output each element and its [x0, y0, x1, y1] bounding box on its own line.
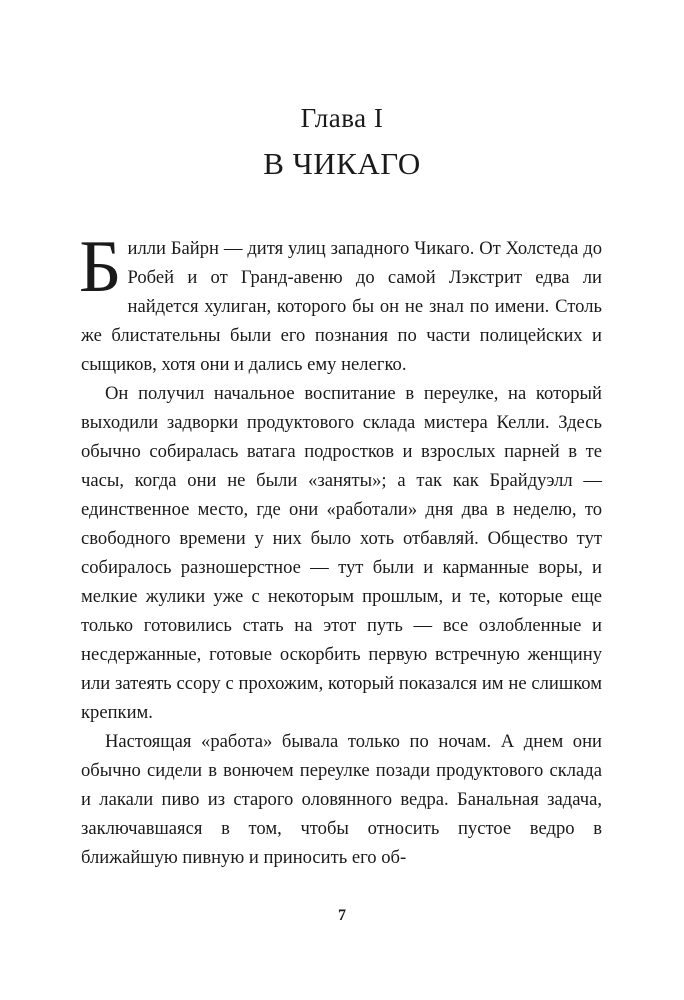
chapter-text: [79, 226, 602, 872]
page-number: 7: [338, 907, 346, 924]
drop-cap: Б: [79, 226, 122, 308]
paragraph-1-text: илли Байрн — дитя улиц западного Чикаго. От Холстеда до Робей и от Гранд-авеню до самой Лэкстрит едва ли найдется хулиган, которого бы он не знал по имени. Столь же блистательны были его познания по части полицейских и сыщиков, хотя они и дались ему нелегко.: [81, 238, 602, 375]
paragraph-2: Он получил начальное воспитание в переулке, на который выходили задворки продуктового склада мистера Келли. Здесь обычно собиралась ватага подростков и взрослых парней в те часы, когда они не были «заняты»; а так как Брайдуэлл — единственное место, где они «работали» дня два в неделю, то свободного времени у них было хоть отбавляй. Общество тут собиралось разношерстное — тут были и карманные воры, и мелкие жулики уже с некоторым прошлым, и те, которые еще только готовились стать на этот путь — все озлобленные и несдержанные, готовые оскорбить первую встречную женщину или затеять ссору с прохожим, который показался им не слишком крепким.: [81, 383, 602, 723]
paragraph-1: [79, 226, 602, 379]
chapter-title: В ЧИКАГО: [263, 146, 421, 181]
chapter-label: Глава I: [300, 103, 384, 133]
paragraph-3: Настоящая «работа» бывала только по ночам. А днем они обычно сидели в вонючем переулке позади продуктового склада и лакали пиво из старого оловянного ведра. Банальная задача, заключавшаяся в том, чтобы относить пустое ведро в ближайшую пивную и приносить его об-: [81, 731, 602, 868]
